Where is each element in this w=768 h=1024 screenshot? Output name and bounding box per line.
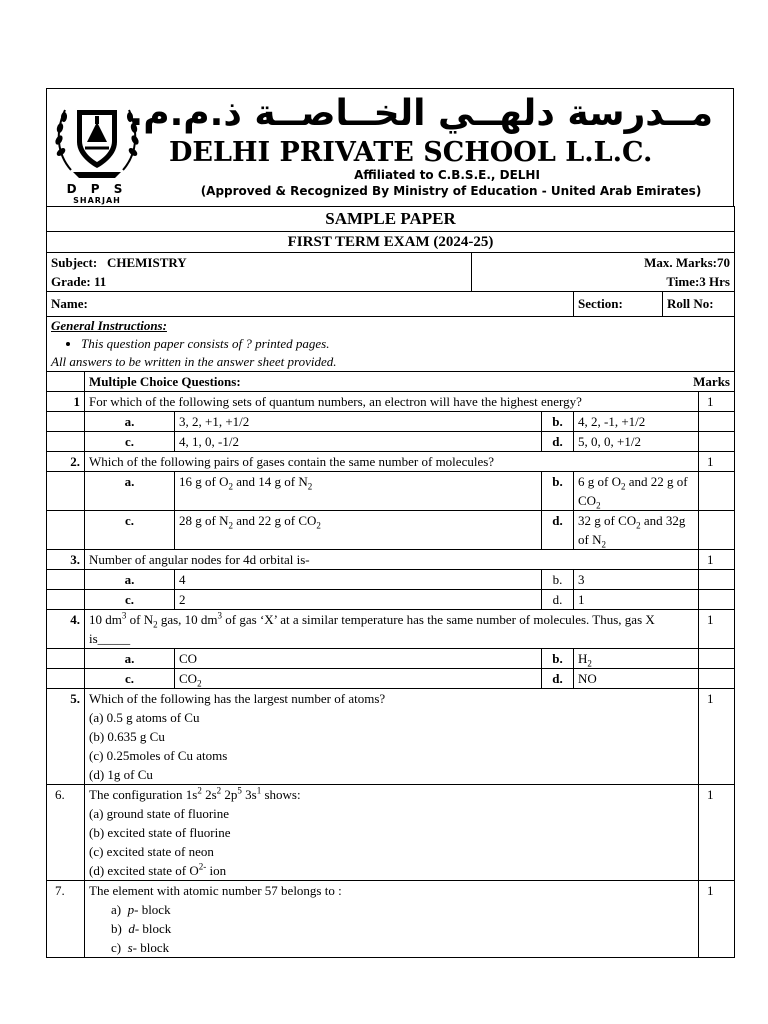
school-name: DELHI PRIVATE SCHOOL L.L.C. [169,137,653,168]
option-label: b. [542,570,574,590]
blank-cell [47,372,85,392]
options-row [47,570,735,590]
options-row [47,472,735,511]
exam-table [46,206,735,958]
roll-no-field: Roll No: [663,292,735,317]
option-text: 3 [574,570,699,590]
paper-title: SAMPLE PAPER [47,207,735,232]
marks-time-cell [472,253,735,292]
option-label: d. [542,511,574,550]
time-allowed: Time:3 Hrs [666,274,730,289]
option-text: 4, 1, 0, -1/2 [175,432,542,452]
question-number: 7. [47,881,85,958]
option-label: d. [542,432,574,452]
question-marks: 1 [699,452,735,472]
option-label: a. [85,412,175,432]
max-marks: Max. Marks:70 [644,255,730,270]
question-marks: 1 [699,550,735,570]
instruction-line: All answers to be written in the answer sheet provided. [51,354,337,369]
options-row [47,412,735,432]
exam-paper [46,88,734,958]
question-number: 5. [47,689,85,785]
option-label: b. [542,649,574,669]
option-label: d. [542,669,574,689]
choice-item: b) d- block [111,921,172,936]
choice-item: (b) excited state of fluorine [89,825,231,840]
instruction-bullet: • This question paper consists of ? printed pages. [81,335,730,353]
option-label: b. [542,412,574,432]
option-text: 4, 2, -1, +1/2 [574,412,699,432]
question-row [47,689,735,785]
question-text: The configuration $1s^2$ $2s^2$ $2p^5$ $3s^1$ shows: (a) ground state of fluorine (b) excited state of fluorine (c) excited state of neon (d) excited state of $O^{2-}$ ion [85,785,699,881]
exam-title: FIRST TERM EXAM (2024-25) [47,232,735,253]
options-row [47,590,735,610]
option-text: $CO_2$ [175,669,542,689]
option-label: a. [85,472,175,511]
question-marks: 1 [699,689,735,785]
question-text: Number of angular nodes for 4d orbital is- [85,550,699,570]
question-marks: 1 [699,392,735,412]
option-text: 3, 2, +1, +1/2 [175,412,542,432]
choice-item: (c) 0.25moles of Cu atoms [89,748,228,763]
choice-item: (c) excited state of neon [89,844,214,859]
question-number: 4. [47,610,85,649]
subject-value: CHEMISTRY [106,255,187,270]
question-number: 1 [47,392,85,412]
subject-cell [47,253,472,292]
choice-item: c) s- block [111,940,170,955]
option-text: 32 g of $CO_2$ and 32g of $N_2$ [574,511,699,550]
question-text: Which of the following pairs of gases contain the same number of molecules? [85,452,699,472]
marks-header: Marks [693,374,730,389]
question-number: 3. [47,550,85,570]
question-row [47,610,735,649]
question-marks: 1 [699,881,735,958]
approval-line: (Approved & Recognized By Ministry of Education - United Arab Emirates) [200,184,702,198]
option-text: CO [175,649,542,669]
option-label: a. [85,649,175,669]
crest-city: SHARJAH [73,196,121,205]
question-row [47,392,735,412]
crest-letters: D P S [66,182,128,196]
question-number: 2. [47,452,85,472]
option-text: 6 g of $O_2$ and 22 g of $CO_2$ [574,472,699,511]
instructions-heading: General Instructions: [51,318,167,333]
option-label: a. [85,570,175,590]
option-label: b. [542,472,574,511]
option-text: 28 g of $N_2$ and 22 g of $CO_2$ [175,511,542,550]
question-text: The element with atomic number 57 belongs to : a) p- block b) d- block c) s- block [85,881,699,958]
grade-label: Grade: 11 [51,274,107,289]
mcq-label: Multiple Choice Questions: [89,374,241,389]
question-marks: 1 [699,610,735,649]
question-text: For which of the following sets of quantum numbers, an electron will have the highest energy? [85,392,699,412]
option-text: 5, 0, 0, +1/2 [574,432,699,452]
option-label: c. [85,590,175,610]
general-instructions [47,317,735,372]
option-text: 16 g of $O_2$ and 14 g of $N_2$ [175,472,542,511]
option-label: c. [85,511,175,550]
question-text: 10 $dm^3$ of $N_2$ gas, 10 $dm^3$ of gas ‘X’ at a similar temperature has the same number of molecules. Thus, gas X is_____ [85,610,699,649]
option-text: 1 [574,590,699,610]
choice-item: (b) 0.635 g Cu [89,729,165,744]
choice-item: (d) excited state of $O^{2-}$ ion [89,861,227,878]
option-label: c. [85,669,175,689]
question-row [47,881,735,958]
option-label: d. [542,590,574,610]
school-header [46,88,734,206]
options-row [47,432,735,452]
option-text: 2 [175,590,542,610]
options-row [47,511,735,550]
options-row [47,649,735,669]
subject-label: Subject: [51,255,98,270]
question-row [47,785,735,881]
name-field: Name: [47,292,574,317]
option-text: 4 [175,570,542,590]
choice-item: a) p- block [111,902,171,917]
choice-item: (d) 1g of Cu [89,767,153,782]
section-field: Section: [574,292,663,317]
mcq-header [85,372,735,392]
arabic-school-name: مــدرسة دلهــي الخــاصــة ذ.م.م. [129,93,713,134]
choice-item: (a) ground state of fluorine [89,806,230,821]
question-row [47,550,735,570]
option-text: $H_2$ [574,649,699,669]
option-text: NO [574,669,699,689]
question-marks: 1 [699,785,735,881]
question-number: 6. [47,785,85,881]
affiliation-line: Affiliated to C.B.S.E., DELHI [354,168,540,182]
option-label: c. [85,432,175,452]
options-row [47,669,735,689]
question-text: Which of the following has the largest number of atoms? (a) 0.5 g atoms of Cu (b) 0.635 g Cu (c) 0.25moles of Cu atoms (d) 1g of Cu [85,689,699,785]
choice-item: (a) 0.5 g atoms of Cu [89,710,200,725]
question-row [47,452,735,472]
